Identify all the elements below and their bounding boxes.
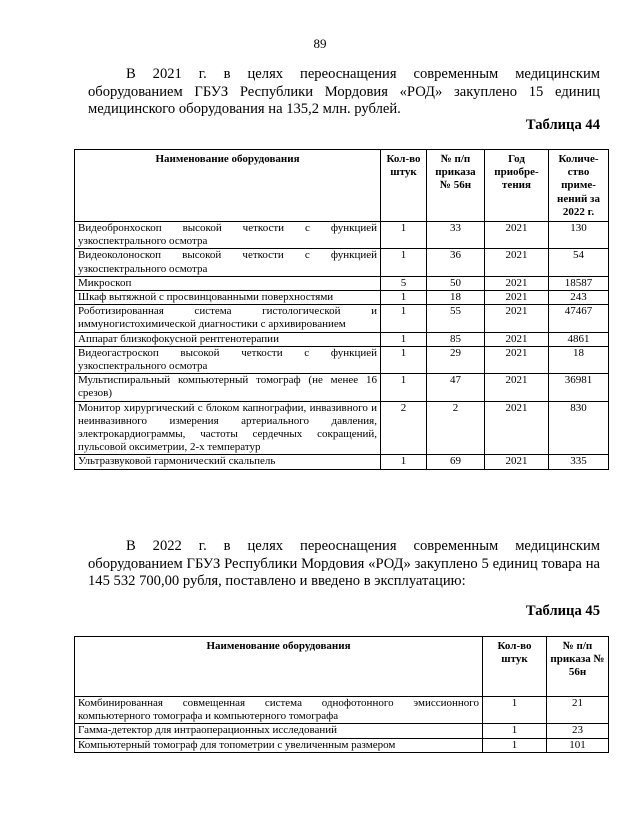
header-uses: Количе-ство приме-нений за 2022 г. [549, 150, 609, 222]
cell-qty: 1 [483, 724, 547, 738]
cell-name: Видеобронхоскоп высокой четкости с функцией узкоспектрального осмотра [75, 222, 381, 249]
table-row [75, 401, 609, 455]
cell-order: 55 [427, 305, 485, 332]
header-year: Год приобре-тения [485, 150, 549, 222]
table-row [75, 291, 609, 305]
cell-name: Видеоколоноскоп высокой четкости с функцией узкоспектрального осмотра [75, 249, 381, 276]
cell-uses: 18 [549, 346, 609, 373]
cell-year: 2021 [485, 455, 549, 469]
cell-order: 18 [427, 291, 485, 305]
table-row [75, 249, 609, 276]
cell-order: 36 [427, 249, 485, 276]
cell-name: Гамма-детектор для интраоперационных исследований [75, 724, 483, 738]
table-row [75, 346, 609, 373]
cell-uses: 18587 [549, 276, 609, 290]
cell-qty: 2 [381, 401, 427, 455]
cell-name: Шкаф вытяжной с просвинцованными поверхностями [75, 291, 381, 305]
table-44-body [75, 222, 609, 470]
cell-uses: 54 [549, 249, 609, 276]
cell-qty: 1 [381, 374, 427, 401]
table-row [75, 222, 609, 249]
cell-qty: 1 [381, 222, 427, 249]
table-45-caption: Таблица 45 [525, 603, 600, 619]
cell-qty: 1 [483, 697, 547, 724]
cell-uses: 243 [549, 291, 609, 305]
cell-name: Монитор хирургический с блоком капнографии, инвазивного и неинвазивного измерения артериального давления, электрокардиограммы, частоты сердечных сокращений, пульсовой оксиметрии, 2-х температур [75, 401, 381, 455]
cell-uses: 830 [549, 401, 609, 455]
cell-order: 69 [427, 455, 485, 469]
cell-order: 50 [427, 276, 485, 290]
table-row [75, 455, 609, 469]
table-row [75, 332, 609, 346]
table-row [75, 697, 609, 724]
cell-name: Мультиспиральный компьютерный томограф (не менее 16 срезов) [75, 374, 381, 401]
cell-order: 21 [547, 697, 609, 724]
cell-year: 2021 [485, 374, 549, 401]
cell-year: 2021 [485, 291, 549, 305]
cell-qty: 1 [381, 249, 427, 276]
cell-qty: 1 [381, 305, 427, 332]
cell-year: 2021 [485, 332, 549, 346]
cell-order: 2 [427, 401, 485, 455]
cell-name: Роботизированная система гистологической и иммуногистохимической диагностики с архивированием [75, 305, 381, 332]
header-name: Наименование оборудования [75, 637, 483, 697]
cell-name: Ультразвуковой гармонический скальпель [75, 455, 381, 469]
paragraph-2022: В 2022 г. в целях переоснащения современным медицинским оборудованием ГБУЗ Республики Мордовия «РОД» закуплено 5 единиц товара на 145 532 700,00 рубля, поставлено и введено в эксплуатацию: [88, 538, 600, 589]
cell-name: Компьютерный томограф для топометрии с увеличенным размером [75, 738, 483, 752]
equipment-table-45 [74, 636, 609, 753]
cell-order: 29 [427, 346, 485, 373]
cell-year: 2021 [485, 249, 549, 276]
table-row [75, 724, 609, 738]
table-44-caption: Таблица 44 [525, 117, 600, 133]
table-row [75, 374, 609, 401]
header-name: Наименование оборудования [75, 150, 381, 222]
header-order: № п/п приказа № 56н [547, 637, 609, 697]
cell-year: 2021 [485, 401, 549, 455]
cell-uses: 335 [549, 455, 609, 469]
cell-order: 23 [547, 724, 609, 738]
page-number: 89 [313, 36, 327, 51]
header-order: № п/п приказа № 56н [427, 150, 485, 222]
cell-qty: 1 [381, 455, 427, 469]
cell-qty: 5 [381, 276, 427, 290]
table-row [75, 738, 609, 752]
cell-qty: 1 [381, 291, 427, 305]
cell-year: 2021 [485, 222, 549, 249]
paragraph-2021: В 2021 г. в целях переоснащения современным медицинским оборудованием ГБУЗ Республики Мордовия «РОД» закуплено 15 единиц медицинского оборудования на 135,2 млн. рублей. [88, 66, 600, 117]
cell-uses: 36981 [549, 374, 609, 401]
cell-name: Комбинированная совмещенная система однофотонного эмиссионного компьютерного томографа и компьютерного томографа [75, 697, 483, 724]
header-qty: Кол-во штук [483, 637, 547, 697]
cell-order: 85 [427, 332, 485, 346]
table-row [75, 276, 609, 290]
cell-qty: 1 [483, 738, 547, 752]
cell-year: 2021 [485, 346, 549, 373]
cell-year: 2021 [485, 305, 549, 332]
table-45-body [75, 697, 609, 753]
cell-order: 33 [427, 222, 485, 249]
cell-order: 101 [547, 738, 609, 752]
cell-name: Видеогастроскоп высокой четкости с функцией узкоспектрального осмотра [75, 346, 381, 373]
cell-qty: 1 [381, 346, 427, 373]
cell-qty: 1 [381, 332, 427, 346]
cell-order: 47 [427, 374, 485, 401]
cell-year: 2021 [485, 276, 549, 290]
cell-name: Микроскоп [75, 276, 381, 290]
header-qty: Кол-во штук [381, 150, 427, 222]
equipment-table-44 [74, 149, 609, 470]
cell-uses: 4861 [549, 332, 609, 346]
cell-uses: 47467 [549, 305, 609, 332]
cell-name: Аппарат близкофокусной рентгенотерапии [75, 332, 381, 346]
cell-uses: 130 [549, 222, 609, 249]
table-row [75, 305, 609, 332]
